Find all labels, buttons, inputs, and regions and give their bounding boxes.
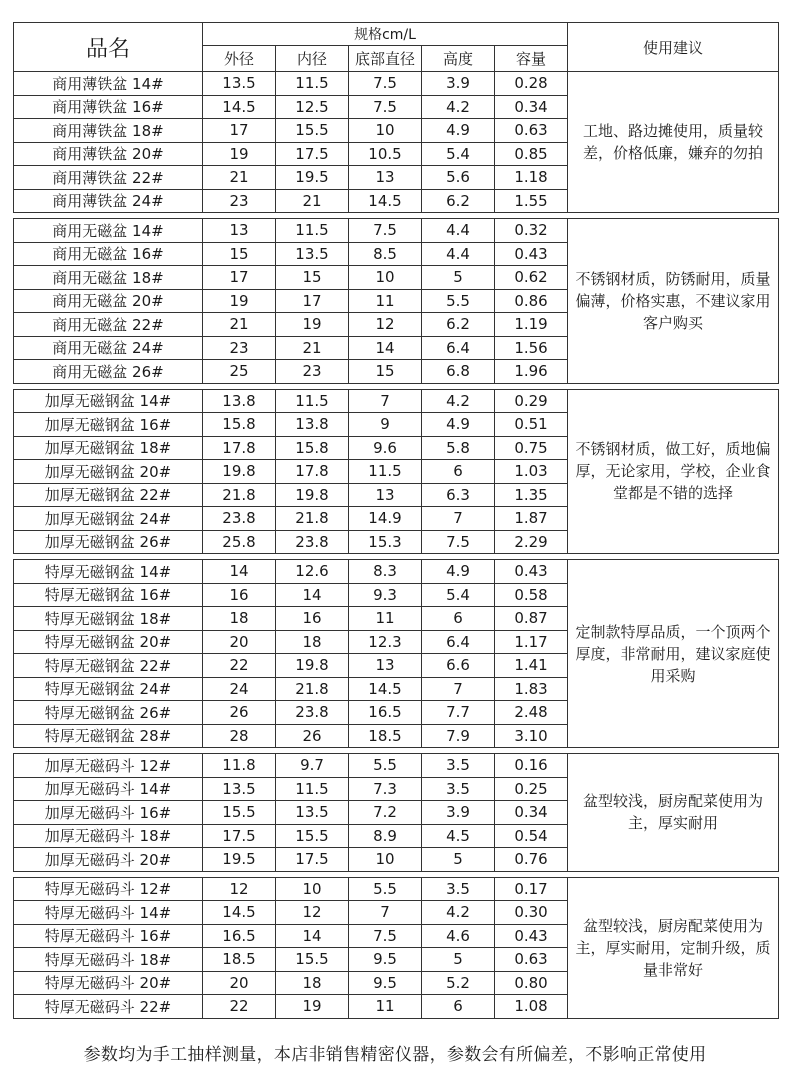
cell-inner-diameter: 21 xyxy=(276,336,349,360)
cell-bottom-diameter: 14 xyxy=(349,336,422,360)
cell-inner-diameter: 12.6 xyxy=(276,560,349,584)
cell-height: 6 xyxy=(422,995,495,1019)
cell-bottom-diameter: 9 xyxy=(349,413,422,437)
cell-inner-diameter: 14 xyxy=(276,583,349,607)
table-body xyxy=(14,72,779,1019)
cell-capacity: 1.83 xyxy=(495,677,568,701)
cell-outer-diameter: 19.8 xyxy=(203,460,276,484)
cell-product-name: 商用无磁盆 22# xyxy=(14,313,203,337)
cell-product-name: 特厚无磁码斗 16# xyxy=(14,924,203,948)
cell-capacity: 0.62 xyxy=(495,266,568,290)
cell-capacity: 1.03 xyxy=(495,460,568,484)
cell-product-name: 加厚无磁码斗 16# xyxy=(14,801,203,825)
cell-outer-diameter: 20 xyxy=(203,971,276,995)
cell-capacity: 1.35 xyxy=(495,483,568,507)
cell-capacity: 0.34 xyxy=(495,95,568,119)
cell-outer-diameter: 14 xyxy=(203,560,276,584)
cell-inner-diameter: 13.8 xyxy=(276,413,349,437)
cell-bottom-diameter: 16.5 xyxy=(349,701,422,725)
cell-inner-diameter: 19 xyxy=(276,313,349,337)
cell-product-name: 特厚无磁码斗 20# xyxy=(14,971,203,995)
cell-bottom-diameter: 7 xyxy=(349,389,422,413)
cell-outer-diameter: 17 xyxy=(203,119,276,143)
usage-note: 工地、路边摊使用，质量较差，价格低廉，嫌弃的勿拍 xyxy=(568,72,779,213)
cell-capacity: 2.48 xyxy=(495,701,568,725)
table-header xyxy=(14,23,779,72)
cell-product-name: 特厚无磁钢盆 24# xyxy=(14,677,203,701)
header-bottom-diameter: 底部直径 xyxy=(349,46,422,72)
cell-bottom-diameter: 11 xyxy=(349,289,422,313)
cell-outer-diameter: 13.5 xyxy=(203,72,276,96)
cell-height: 5 xyxy=(422,948,495,972)
cell-height: 6.4 xyxy=(422,630,495,654)
cell-outer-diameter: 22 xyxy=(203,995,276,1019)
cell-outer-diameter: 18.5 xyxy=(203,948,276,972)
cell-inner-diameter: 14 xyxy=(276,924,349,948)
cell-product-name: 特厚无磁钢盆 26# xyxy=(14,701,203,725)
cell-product-name: 商用无磁盆 20# xyxy=(14,289,203,313)
cell-product-name: 特厚无磁钢盆 28# xyxy=(14,724,203,748)
cell-capacity: 1.56 xyxy=(495,336,568,360)
cell-inner-diameter: 17 xyxy=(276,289,349,313)
cell-bottom-diameter: 9.3 xyxy=(349,583,422,607)
cell-bottom-diameter: 14.5 xyxy=(349,677,422,701)
cell-bottom-diameter: 9.5 xyxy=(349,948,422,972)
cell-bottom-diameter: 10 xyxy=(349,119,422,143)
header-height: 高度 xyxy=(422,46,495,72)
cell-inner-diameter: 23.8 xyxy=(276,530,349,554)
cell-product-name: 加厚无磁钢盆 24# xyxy=(14,507,203,531)
usage-note: 不锈钢材质，防锈耐用，质量偏薄，价格实惠，不建议家用客户购买 xyxy=(568,219,779,384)
cell-product-name: 特厚无磁钢盆 14# xyxy=(14,560,203,584)
cell-product-name: 加厚无磁钢盆 16# xyxy=(14,413,203,437)
cell-height: 3.9 xyxy=(422,801,495,825)
header-product-name: 品名 xyxy=(14,23,203,72)
cell-inner-diameter: 10 xyxy=(276,877,349,901)
cell-inner-diameter: 13.5 xyxy=(276,801,349,825)
cell-height: 3.5 xyxy=(422,877,495,901)
cell-product-name: 特厚无磁钢盆 22# xyxy=(14,654,203,678)
cell-product-name: 商用薄铁盆 18# xyxy=(14,119,203,143)
table-row xyxy=(14,72,779,96)
cell-height: 6.8 xyxy=(422,360,495,384)
spec-table xyxy=(13,22,779,1019)
header-capacity: 容量 xyxy=(495,46,568,72)
cell-height: 7 xyxy=(422,677,495,701)
cell-capacity: 1.55 xyxy=(495,189,568,213)
cell-outer-diameter: 19.5 xyxy=(203,848,276,872)
cell-product-name: 加厚无磁钢盆 22# xyxy=(14,483,203,507)
table-row xyxy=(14,560,779,584)
cell-product-name: 特厚无磁码斗 14# xyxy=(14,901,203,925)
cell-product-name: 商用无磁盆 16# xyxy=(14,242,203,266)
cell-outer-diameter: 13 xyxy=(203,219,276,243)
cell-capacity: 0.85 xyxy=(495,142,568,166)
cell-inner-diameter: 15.8 xyxy=(276,436,349,460)
cell-bottom-diameter: 7.5 xyxy=(349,72,422,96)
cell-outer-diameter: 16 xyxy=(203,583,276,607)
cell-outer-diameter: 12 xyxy=(203,877,276,901)
cell-height: 4.4 xyxy=(422,219,495,243)
cell-product-name: 加厚无磁钢盆 26# xyxy=(14,530,203,554)
cell-bottom-diameter: 9.6 xyxy=(349,436,422,460)
cell-outer-diameter: 16.5 xyxy=(203,924,276,948)
cell-inner-diameter: 17.5 xyxy=(276,142,349,166)
cell-outer-diameter: 23.8 xyxy=(203,507,276,531)
cell-capacity: 0.29 xyxy=(495,389,568,413)
cell-capacity: 0.17 xyxy=(495,877,568,901)
cell-bottom-diameter: 11.5 xyxy=(349,460,422,484)
cell-inner-diameter: 21.8 xyxy=(276,507,349,531)
cell-bottom-diameter: 7.5 xyxy=(349,95,422,119)
cell-bottom-diameter: 7.5 xyxy=(349,219,422,243)
cell-height: 6.3 xyxy=(422,483,495,507)
cell-bottom-diameter: 10 xyxy=(349,848,422,872)
cell-bottom-diameter: 14.5 xyxy=(349,189,422,213)
cell-height: 3.9 xyxy=(422,72,495,96)
cell-outer-diameter: 23 xyxy=(203,189,276,213)
cell-capacity: 0.80 xyxy=(495,971,568,995)
cell-inner-diameter: 19 xyxy=(276,995,349,1019)
cell-height: 5.2 xyxy=(422,971,495,995)
cell-inner-diameter: 26 xyxy=(276,724,349,748)
cell-height: 5.5 xyxy=(422,289,495,313)
cell-capacity: 0.63 xyxy=(495,948,568,972)
cell-outer-diameter: 22 xyxy=(203,654,276,678)
cell-height: 6 xyxy=(422,460,495,484)
cell-capacity: 1.17 xyxy=(495,630,568,654)
header-spec-group: 规格cm/L xyxy=(203,23,568,46)
cell-product-name: 特厚无磁钢盆 18# xyxy=(14,607,203,631)
cell-product-name: 特厚无磁码斗 18# xyxy=(14,948,203,972)
cell-bottom-diameter: 8.5 xyxy=(349,242,422,266)
cell-bottom-diameter: 7.5 xyxy=(349,924,422,948)
cell-inner-diameter: 18 xyxy=(276,630,349,654)
cell-inner-diameter: 12 xyxy=(276,901,349,925)
cell-bottom-diameter: 7 xyxy=(349,901,422,925)
cell-bottom-diameter: 11 xyxy=(349,995,422,1019)
cell-outer-diameter: 13.5 xyxy=(203,777,276,801)
cell-height: 5 xyxy=(422,266,495,290)
cell-inner-diameter: 15.5 xyxy=(276,119,349,143)
cell-product-name: 特厚无磁钢盆 16# xyxy=(14,583,203,607)
cell-height: 3.5 xyxy=(422,754,495,778)
cell-bottom-diameter: 5.5 xyxy=(349,877,422,901)
cell-bottom-diameter: 13 xyxy=(349,166,422,190)
cell-capacity: 2.29 xyxy=(495,530,568,554)
cell-bottom-diameter: 8.9 xyxy=(349,824,422,848)
cell-product-name: 加厚无磁码斗 20# xyxy=(14,848,203,872)
cell-height: 4.9 xyxy=(422,413,495,437)
cell-outer-diameter: 25.8 xyxy=(203,530,276,554)
cell-product-name: 特厚无磁码斗 22# xyxy=(14,995,203,1019)
cell-bottom-diameter: 8.3 xyxy=(349,560,422,584)
cell-inner-diameter: 23.8 xyxy=(276,701,349,725)
cell-height: 7.7 xyxy=(422,701,495,725)
cell-inner-diameter: 13.5 xyxy=(276,242,349,266)
cell-bottom-diameter: 14.9 xyxy=(349,507,422,531)
cell-bottom-diameter: 13 xyxy=(349,483,422,507)
usage-note: 盆型较浅，厨房配菜使用为主，厚实耐用，定制升级，质量非常好 xyxy=(568,877,779,1018)
cell-bottom-diameter: 10 xyxy=(349,266,422,290)
cell-height: 5.4 xyxy=(422,583,495,607)
cell-inner-diameter: 11.5 xyxy=(276,219,349,243)
cell-bottom-diameter: 5.5 xyxy=(349,754,422,778)
cell-height: 5 xyxy=(422,848,495,872)
cell-outer-diameter: 17 xyxy=(203,266,276,290)
usage-note: 不锈钢材质，做工好，质地偏厚，无论家用，学校，企业食堂都是不错的选择 xyxy=(568,389,779,554)
cell-height: 6 xyxy=(422,607,495,631)
cell-bottom-diameter: 15 xyxy=(349,360,422,384)
cell-capacity: 3.10 xyxy=(495,724,568,748)
cell-height: 7 xyxy=(422,507,495,531)
cell-capacity: 1.41 xyxy=(495,654,568,678)
cell-product-name: 加厚无磁钢盆 18# xyxy=(14,436,203,460)
cell-capacity: 0.75 xyxy=(495,436,568,460)
cell-inner-diameter: 15 xyxy=(276,266,349,290)
cell-outer-diameter: 20 xyxy=(203,630,276,654)
cell-capacity: 0.43 xyxy=(495,560,568,584)
cell-height: 4.2 xyxy=(422,389,495,413)
cell-outer-diameter: 15 xyxy=(203,242,276,266)
cell-capacity: 0.51 xyxy=(495,413,568,437)
cell-product-name: 加厚无磁码斗 14# xyxy=(14,777,203,801)
cell-capacity: 0.34 xyxy=(495,801,568,825)
cell-outer-diameter: 21 xyxy=(203,166,276,190)
header-inner-diameter: 内径 xyxy=(276,46,349,72)
cell-product-name: 商用无磁盆 14# xyxy=(14,219,203,243)
cell-bottom-diameter: 18.5 xyxy=(349,724,422,748)
cell-inner-diameter: 11.5 xyxy=(276,777,349,801)
cell-height: 4.2 xyxy=(422,901,495,925)
cell-capacity: 0.43 xyxy=(495,242,568,266)
cell-inner-diameter: 11.5 xyxy=(276,72,349,96)
cell-height: 6.4 xyxy=(422,336,495,360)
cell-inner-diameter: 15.5 xyxy=(276,824,349,848)
cell-outer-diameter: 21 xyxy=(203,313,276,337)
cell-inner-diameter: 17.8 xyxy=(276,460,349,484)
usage-note: 盆型较浅，厨房配菜使用为主，厚实耐用 xyxy=(568,754,779,872)
cell-product-name: 商用无磁盆 26# xyxy=(14,360,203,384)
cell-height: 7.9 xyxy=(422,724,495,748)
cell-height: 4.2 xyxy=(422,95,495,119)
cell-bottom-diameter: 9.5 xyxy=(349,971,422,995)
cell-height: 6.6 xyxy=(422,654,495,678)
cell-product-name: 商用薄铁盆 16# xyxy=(14,95,203,119)
cell-capacity: 1.18 xyxy=(495,166,568,190)
cell-capacity: 0.30 xyxy=(495,901,568,925)
cell-outer-diameter: 19 xyxy=(203,142,276,166)
measurement-disclaimer: 参数均为手工抽样测量，本店非销售精密仪器，参数会有所偏差，不影响正常使用 xyxy=(83,1045,707,1065)
cell-height: 6.2 xyxy=(422,189,495,213)
table-row xyxy=(14,877,779,901)
header-outer-diameter: 外径 xyxy=(203,46,276,72)
cell-capacity: 1.08 xyxy=(495,995,568,1019)
cell-height: 5.4 xyxy=(422,142,495,166)
table-row xyxy=(14,389,779,413)
cell-inner-diameter: 12.5 xyxy=(276,95,349,119)
cell-capacity: 1.19 xyxy=(495,313,568,337)
cell-inner-diameter: 16 xyxy=(276,607,349,631)
cell-capacity: 0.43 xyxy=(495,924,568,948)
cell-outer-diameter: 21.8 xyxy=(203,483,276,507)
cell-product-name: 加厚无磁钢盆 14# xyxy=(14,389,203,413)
cell-bottom-diameter: 12 xyxy=(349,313,422,337)
cell-capacity: 0.86 xyxy=(495,289,568,313)
cell-capacity: 0.28 xyxy=(495,72,568,96)
cell-outer-diameter: 17.5 xyxy=(203,824,276,848)
cell-bottom-diameter: 12.3 xyxy=(349,630,422,654)
cell-height: 5.6 xyxy=(422,166,495,190)
cell-outer-diameter: 13.8 xyxy=(203,389,276,413)
cell-outer-diameter: 15.5 xyxy=(203,801,276,825)
cell-product-name: 商用无磁盆 18# xyxy=(14,266,203,290)
cell-inner-diameter: 17.5 xyxy=(276,848,349,872)
cell-outer-diameter: 15.8 xyxy=(203,413,276,437)
cell-product-name: 商用薄铁盆 14# xyxy=(14,72,203,96)
cell-inner-diameter: 21 xyxy=(276,189,349,213)
cell-height: 7.5 xyxy=(422,530,495,554)
cell-product-name: 加厚无磁钢盆 20# xyxy=(14,460,203,484)
cell-outer-diameter: 11.8 xyxy=(203,754,276,778)
cell-bottom-diameter: 11 xyxy=(349,607,422,631)
usage-note: 定制款特厚品质，一个顶两个厚度，非常耐用，建议家庭使用采购 xyxy=(568,560,779,748)
cell-product-name: 加厚无磁码斗 18# xyxy=(14,824,203,848)
cell-bottom-diameter: 10.5 xyxy=(349,142,422,166)
cell-outer-diameter: 18 xyxy=(203,607,276,631)
cell-bottom-diameter: 7.2 xyxy=(349,801,422,825)
cell-height: 4.4 xyxy=(422,242,495,266)
cell-inner-diameter: 21.8 xyxy=(276,677,349,701)
cell-height: 4.5 xyxy=(422,824,495,848)
cell-product-name: 商用薄铁盆 22# xyxy=(14,166,203,190)
table-row xyxy=(14,754,779,778)
cell-capacity: 0.16 xyxy=(495,754,568,778)
cell-outer-diameter: 24 xyxy=(203,677,276,701)
cell-capacity: 0.76 xyxy=(495,848,568,872)
cell-capacity: 0.63 xyxy=(495,119,568,143)
cell-height: 3.5 xyxy=(422,777,495,801)
cell-inner-diameter: 19.8 xyxy=(276,654,349,678)
cell-bottom-diameter: 7.3 xyxy=(349,777,422,801)
cell-outer-diameter: 14.5 xyxy=(203,95,276,119)
cell-inner-diameter: 23 xyxy=(276,360,349,384)
cell-inner-diameter: 9.7 xyxy=(276,754,349,778)
cell-outer-diameter: 14.5 xyxy=(203,901,276,925)
cell-capacity: 1.96 xyxy=(495,360,568,384)
table-row xyxy=(14,219,779,243)
cell-outer-diameter: 26 xyxy=(203,701,276,725)
cell-outer-diameter: 19 xyxy=(203,289,276,313)
cell-height: 5.8 xyxy=(422,436,495,460)
cell-outer-diameter: 17.8 xyxy=(203,436,276,460)
cell-product-name: 商用薄铁盆 24# xyxy=(14,189,203,213)
cell-capacity: 0.87 xyxy=(495,607,568,631)
cell-capacity: 0.32 xyxy=(495,219,568,243)
cell-product-name: 特厚无磁码斗 12# xyxy=(14,877,203,901)
cell-height: 4.6 xyxy=(422,924,495,948)
cell-product-name: 特厚无磁钢盆 20# xyxy=(14,630,203,654)
cell-height: 6.2 xyxy=(422,313,495,337)
cell-inner-diameter: 19.5 xyxy=(276,166,349,190)
spec-sheet xyxy=(13,22,778,1019)
cell-product-name: 加厚无磁码斗 12# xyxy=(14,754,203,778)
cell-inner-diameter: 11.5 xyxy=(276,389,349,413)
cell-bottom-diameter: 13 xyxy=(349,654,422,678)
cell-inner-diameter: 15.5 xyxy=(276,948,349,972)
cell-inner-diameter: 19.8 xyxy=(276,483,349,507)
cell-outer-diameter: 25 xyxy=(203,360,276,384)
cell-outer-diameter: 28 xyxy=(203,724,276,748)
cell-capacity: 0.25 xyxy=(495,777,568,801)
cell-bottom-diameter: 15.3 xyxy=(349,530,422,554)
header-usage-note: 使用建议 xyxy=(568,23,779,72)
cell-capacity: 0.54 xyxy=(495,824,568,848)
cell-capacity: 0.58 xyxy=(495,583,568,607)
cell-inner-diameter: 18 xyxy=(276,971,349,995)
cell-height: 4.9 xyxy=(422,119,495,143)
cell-outer-diameter: 23 xyxy=(203,336,276,360)
cell-height: 4.9 xyxy=(422,560,495,584)
cell-product-name: 商用薄铁盆 20# xyxy=(14,142,203,166)
cell-capacity: 1.87 xyxy=(495,507,568,531)
cell-product-name: 商用无磁盆 24# xyxy=(14,336,203,360)
